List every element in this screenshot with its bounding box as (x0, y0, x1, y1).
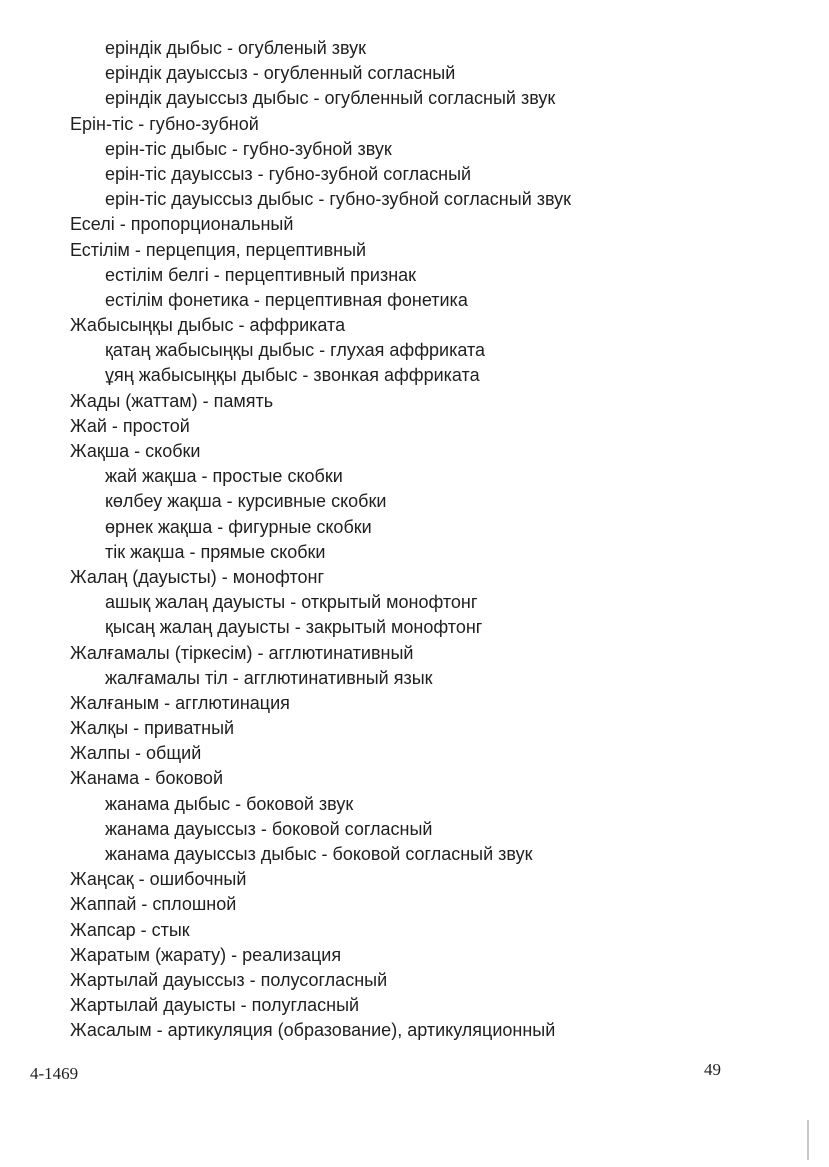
subentry: ерін-тіс дауыссыз - губно-зубной согласный (105, 163, 472, 184)
subentry: ұяң жабысыңқы дыбыс - звонкая аффриката (105, 365, 480, 386)
subentry: жанама дауыссыз - боковой согласный (105, 818, 433, 839)
headword-entry: Жалғамалы (тіркесім) - агглютинативный (70, 642, 414, 663)
headword-entry: Жабысыңқы дыбыс - аффриката (70, 315, 346, 336)
subentry: еріндік дыбыс - огубленый звук (105, 38, 367, 58)
subentry: қатаң жабысыңқы дыбыс - глухая аффриката (105, 340, 486, 361)
margin-scan-mark (807, 1120, 809, 1160)
headword-entry: Жанама - боковой (70, 768, 223, 789)
headword-entry: Жақша - скобки (70, 441, 201, 461)
subentry: еріндік дауыссыз дыбыс - огубленный согласный звук (105, 88, 556, 109)
signature-mark: 4-1469 (30, 1064, 79, 1083)
headword-entry: Жаппай - сплошной (70, 894, 237, 915)
subentry: ашық жалаң дауысты - открытый монофтонг (105, 592, 478, 613)
headword-entry: Жапсар - стык (70, 919, 190, 940)
headword-entry: Жалғаным - агглютинация (70, 692, 290, 713)
headword-entry: Жаңсақ - ошибочный (70, 869, 247, 890)
subentry: тік жақша - прямые скобки (105, 541, 326, 562)
headword-entry: Жалаң (дауысты) - монофтонг (70, 566, 325, 587)
subentry: жай жақша - простые скобки (105, 466, 343, 487)
headword-entry: Жаратым (жарату) - реализация (70, 944, 342, 965)
headword-entry: Жартылай дауысты - полугласный (70, 995, 360, 1016)
headword-entry: Жартылай дауыссыз - полусогласный (70, 969, 388, 990)
headword-entry: Жай - простой (70, 415, 190, 436)
subentry: еріндік дауыссыз - огубленный согласный (105, 63, 456, 84)
dictionary-entries (0, 36, 829, 1044)
page-number: 49 (704, 1060, 721, 1079)
headword-entry: Жасалым - артикуляция (образование), артикуляционный (70, 1020, 556, 1041)
headword-entry: Жады (жаттам) - память (70, 390, 274, 411)
headword-entry: Еселі - пропорциональный (70, 214, 294, 235)
subentry: ерін-тіс дыбыс - губно-зубной звук (105, 138, 392, 159)
subentry: естілім белгі - перцептивный признак (105, 264, 417, 285)
headword-entry: Естілім - перцепция, перцептивный (70, 239, 367, 260)
subentry: жанама дауыссыз дыбыс - боковой согласный звук (105, 844, 533, 864)
subentry: естілім фонетика - перцептивная фонетика (105, 289, 468, 310)
headword-entry: Жалқы - приватный (70, 718, 235, 739)
headword-entry: Ерін-тіс - губно-зубной (70, 113, 259, 134)
subentry: ерін-тіс дауыссыз дыбыс - губно-зубной согласный звук (105, 189, 572, 210)
headword-entry: Жалпы - общий (70, 743, 202, 764)
subentry: өрнек жақша - фигурные скобки (105, 516, 372, 537)
subentry: қысаң жалаң дауысты - закрытый монофтонг (105, 617, 483, 638)
subentry: жалғамалы тіл - агглютинативный язык (105, 667, 433, 688)
subentry: көлбеу жақша - курсивные скобки (105, 491, 387, 512)
subentry: жанама дыбыс - боковой звук (105, 793, 354, 814)
